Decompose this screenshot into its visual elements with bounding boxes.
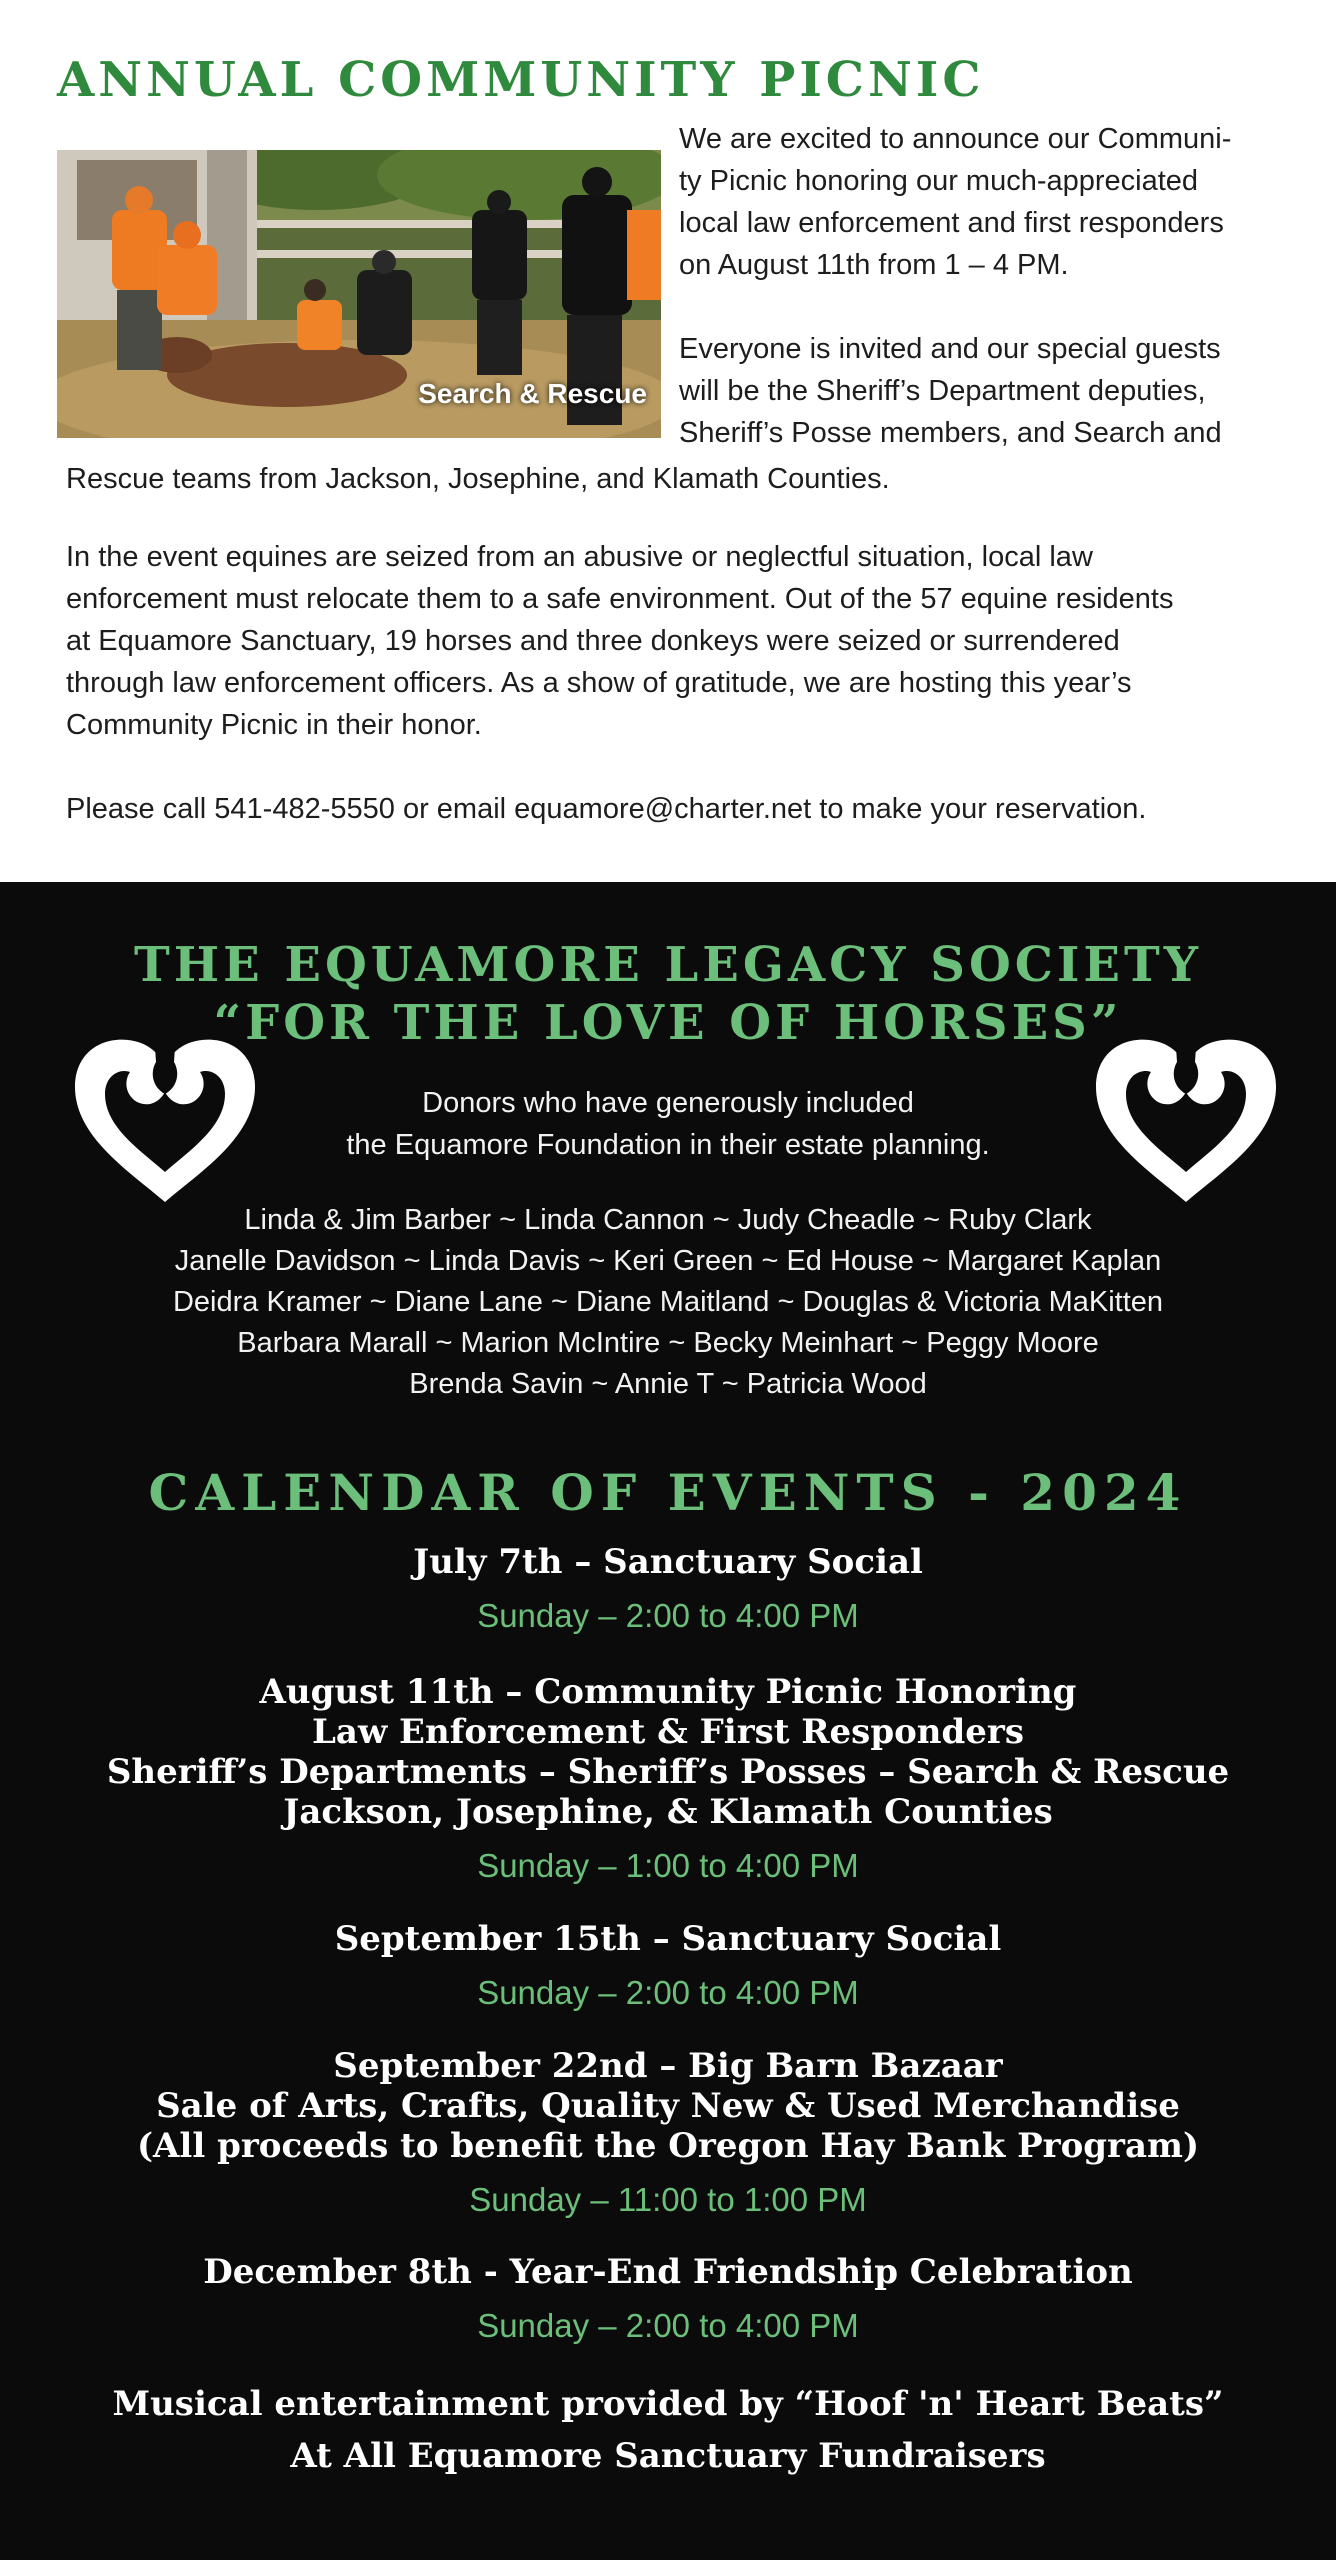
- search-and-rescue-photo: [57, 150, 661, 438]
- footer-line: At All Equamore Sanctuary Fundraisers: [290, 2436, 1046, 2476]
- text-line: local law enforcement and first responders: [679, 207, 1224, 239]
- donor-line: Janelle Davidson ~ Linda Davis ~ Keri Green ~ Ed House ~ Margaret Kaplan: [174, 1245, 1162, 1277]
- calendar-title: CALENDAR OF EVENTS - 2024: [148, 1463, 1188, 1522]
- musical-entertainment-note: [0, 2378, 1336, 2482]
- event-item: [0, 2046, 1336, 2220]
- photo-caption: Search & Rescue: [418, 378, 647, 409]
- event-item: [0, 2252, 1336, 2346]
- text-line: through law enforcement officers. As a show of gratitude, we are hosting this year’s: [66, 667, 1132, 699]
- text-line: enforcement must relocate them to a safe environment. Out of the 57 equine residents: [66, 583, 1174, 615]
- donor-line: Linda & Jim Barber ~ Linda Cannon ~ Judy Cheadle ~ Ruby Clark: [244, 1204, 1092, 1236]
- event-title: Sheriff’s Departments – Sheriff’s Posses – Search & Rescue: [106, 1752, 1230, 1792]
- event-item: [0, 1672, 1336, 1886]
- donor-line: Deidra Kramer ~ Diane Lane ~ Diane Maitland ~ Douglas & Victoria MaKitten: [172, 1286, 1164, 1318]
- donor-list: [0, 1200, 1336, 1405]
- text-line: on August 11th from 1 – 4 PM.: [679, 249, 1069, 281]
- intro-text: [679, 118, 1299, 496]
- invitation-last-line: Rescue teams from Jackson, Josephine, and Klamath Counties.: [66, 463, 890, 495]
- donor-intro: [0, 1082, 1336, 1166]
- legacy-title-line: THE EQUAMORE LEGACY SOCIETY: [134, 937, 1202, 993]
- event-item: [0, 1919, 1336, 2013]
- event-title: September 22nd – Big Barn Bazaar: [333, 2046, 1003, 2086]
- text-line: Everyone is invited and our special guests: [679, 333, 1221, 365]
- event-time: Sunday – 2:00 to 4:00 PM: [477, 1597, 859, 1634]
- event-title: August 11th – Community Picnic Honoring: [259, 1672, 1077, 1712]
- event-title: Law Enforcement & First Responders: [312, 1712, 1024, 1752]
- event-time: Sunday – 2:00 to 4:00 PM: [477, 1974, 859, 2011]
- event-title: September 15th – Sanctuary Social: [334, 1919, 1002, 1959]
- event-time: Sunday – 1:00 to 4:00 PM: [477, 1847, 859, 1884]
- invitation-paragraph: [679, 328, 1299, 454]
- text-line: Donors who have generously included: [422, 1087, 914, 1119]
- picnic-title: ANNUAL COMMUNITY PICNIC: [57, 52, 985, 108]
- event-title: December 8th - Year-End Friendship Celebration: [203, 2252, 1133, 2292]
- announcement-paragraph: [679, 118, 1299, 286]
- text-line: ty Picnic honoring our much-appreciated: [679, 165, 1199, 197]
- text-line: the Equamore Foundation in their estate planning.: [346, 1129, 990, 1161]
- text-line: Sheriff’s Posse members, and Search and: [679, 417, 1222, 449]
- community-picnic-section: [0, 0, 1336, 882]
- legacy-subtitle-line: “FOR THE LOVE OF HORSES”: [213, 995, 1123, 1051]
- reservation-line: Please call 541-482-5550 or email equamore@charter.net to make your reservation.: [66, 793, 1147, 825]
- event-title: Sale of Arts, Crafts, Quality New & Used Merchandise: [156, 2086, 1180, 2126]
- text-line: will be the Sheriff’s Department deputies,: [679, 375, 1206, 407]
- footer-line: Musical entertainment provided by “Hoof 'n' Heart Beats”: [112, 2384, 1224, 2424]
- event-item: [0, 1542, 1336, 1636]
- donor-line: Barbara Marall ~ Marion McIntire ~ Becky Meinhart ~ Peggy Moore: [237, 1327, 1099, 1359]
- event-title: (All proceeds to benefit the Oregon Hay Bank Program): [136, 2126, 1200, 2166]
- text-line: Community Picnic in their honor.: [66, 709, 482, 741]
- legacy-and-calendar-section: [0, 882, 1336, 2560]
- text-line: at Equamore Sanctuary, 19 horses and three donkeys were seized or surrendered: [66, 625, 1120, 657]
- event-title: Jackson, Josephine, & Klamath Counties: [283, 1792, 1053, 1832]
- seized-equines-paragraph: [66, 536, 1316, 746]
- donor-line: Brenda Savin ~ Annie T ~ Patricia Wood: [409, 1368, 927, 1400]
- text-line: We are excited to announce our Communi-: [679, 123, 1232, 155]
- text-line: In the event equines are seized from an abusive or neglectful situation, local law: [66, 541, 1093, 573]
- event-time: Sunday – 11:00 to 1:00 PM: [469, 2181, 867, 2218]
- event-time: Sunday – 2:00 to 4:00 PM: [477, 2307, 859, 2344]
- event-title: July 7th – Sanctuary Social: [413, 1542, 923, 1582]
